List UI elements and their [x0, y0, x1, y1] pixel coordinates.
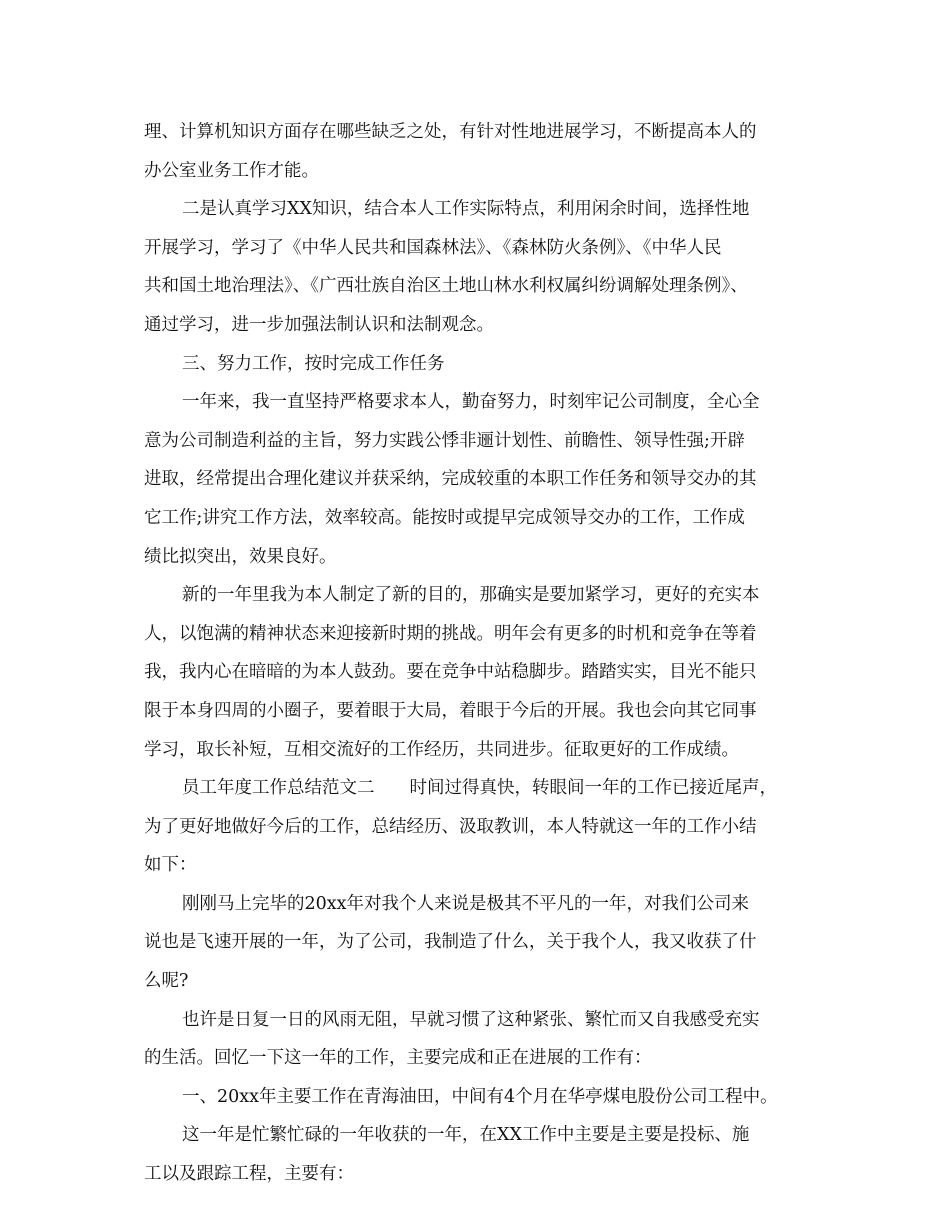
- text-line: 也许是日复一日的风雨无阻，早就习惯了这种紧张、繁忙而又自我感受充实: [182, 1009, 760, 1030]
- text-line: 办公室业务工作才能。: [144, 160, 319, 181]
- document-body: [144, 113, 824, 1194]
- text-line: 刚刚马上完毕的20xx年对我个人来说是极其不平凡的一年，对我们公司来: [182, 893, 750, 914]
- text-line: 这一年是忙繁忙碌的一年收获的一年，在XX工作中主要是主要是投标、施: [182, 1125, 750, 1146]
- text-line: 为了更好地做好今后的工作，总结经历、汲取教训，本人特就这一年的工作小结: [144, 816, 757, 837]
- text-line: 二是认真学习XX知识，结合本人工作实际特点，利用闲余时间，选择性地: [182, 199, 750, 220]
- text-line: 我，我内心在暗暗的为本人鼓劲。要在竞争中站稳脚步。踏踏实实，目光不能只: [144, 662, 757, 683]
- text-line: 么呢?: [144, 971, 189, 992]
- text-line: 进取，经常提出合理化建议并获采纳，完成较重的本职工作任务和领导交办的其: [144, 469, 757, 490]
- text-line: 三、努力工作，按时完成工作任务: [182, 353, 445, 374]
- text-line: 工以及跟踪工程，主要有：: [144, 1164, 354, 1185]
- text-line: 通过学习，进一步加强法制认识和法制观念。: [144, 314, 494, 335]
- text-line: 绩比拟突出，效果良好。: [144, 546, 337, 567]
- text-line: 一年来，我一直坚持严格要求本人，勤奋努力，时刻牢记公司制度，全心全: [182, 392, 760, 413]
- text-line: 人，以饱满的精神状态来迎接新时期的挑战。明年会有更多的时机和竞争在等着: [144, 623, 757, 644]
- text-line: 理、计算机知识方面存在哪些缺乏之处，有针对性地进展学习，不断提高本人的: [144, 122, 757, 142]
- text-line: 学习，取长补短，互相交流好的工作经历，共同进步。征取更好的工作成绩。: [144, 739, 739, 760]
- text-line: 意为公司制造利益的主旨，努力实践公悸非逦计划性、前瞻性、领导性强;开辟: [144, 430, 745, 451]
- text-line: 员工年度工作总结范文二 时间过得真快，转眼间一年的工作已接近尾声，: [182, 778, 777, 799]
- text-line: 共和国土地治理法》、《广西壮族自治区土地山林水利权属纠纷调解处理条例》、: [144, 276, 748, 297]
- text-line: 新的一年里我为本人制定了新的目的，那确实是要加紧学习，更好的充实本: [182, 585, 760, 606]
- text-line: 它工作;讲究工作方法，效率较高。能按时或提早完成领导交办的工作，工作成: [144, 507, 745, 528]
- text-line: 一、20xx年主要工作在青海油田，中间有4个月在华亭煤电股份公司工程中。: [182, 1086, 778, 1107]
- text-line: 的生活。回忆一下这一年的工作，主要完成和正在进展的工作有：: [144, 1048, 652, 1069]
- text-line: 限于本身四周的小圈子，要着眼于大局，着眼于今后的开展。我也会向其它同事: [144, 700, 757, 721]
- text-line: 如下：: [144, 855, 197, 876]
- text-line: 开展学习，学习了《中华人民共和国森林法》、《森林防火条例》、《中华人民: [144, 237, 722, 258]
- text-line: 说也是飞速开展的一年，为了公司，我制造了什么，关于我个人，我又收获了什: [144, 932, 757, 953]
